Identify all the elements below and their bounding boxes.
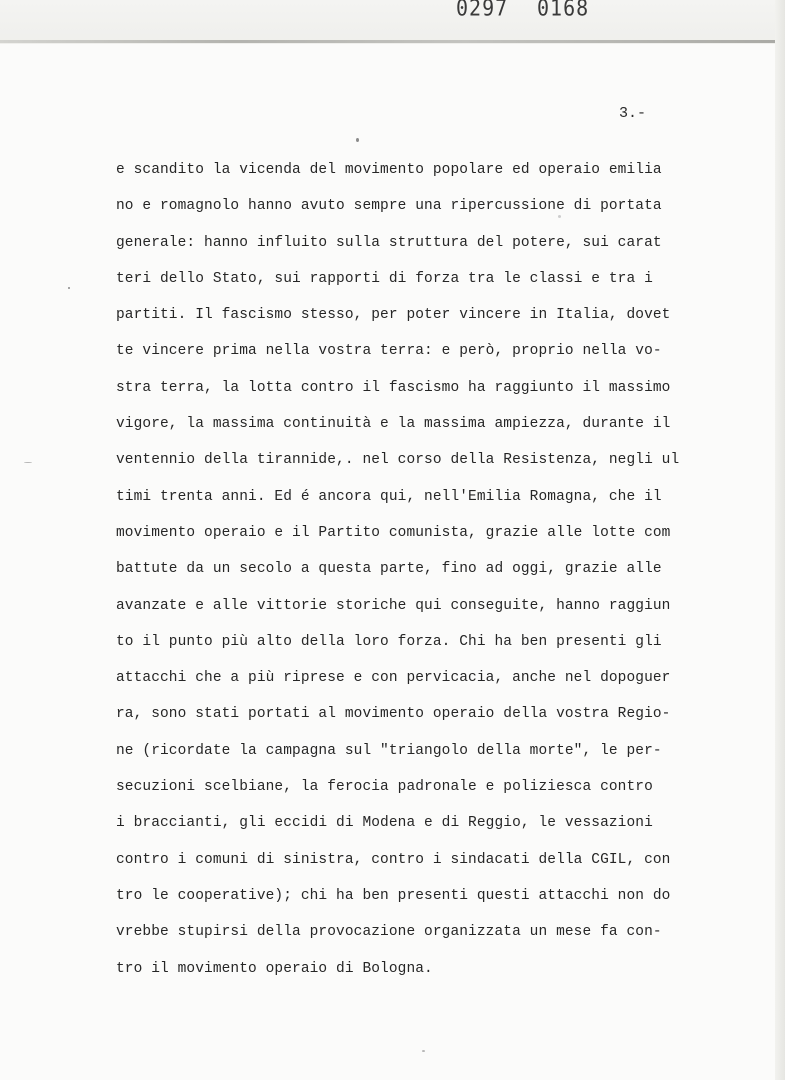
typewritten-body-text bbox=[116, 152, 736, 987]
text-line: battute da un secolo a questa parte, fino ad oggi, grazie alle bbox=[116, 561, 662, 578]
text-line: i braccianti, gli eccidi di Modena e di Reggio, le vessazioni bbox=[116, 815, 653, 832]
ink-speck bbox=[422, 1050, 425, 1052]
text-line: tro le cooperative); chi ha ben presenti questi attacchi non do bbox=[116, 887, 671, 904]
text-line: vrebbe stupirsi della provocazione organizzata un mese fa con- bbox=[116, 924, 662, 941]
text-line: tro il movimento operaio di Bologna. bbox=[116, 960, 433, 977]
text-line: ventennio della tirannide,. nel corso della Resistenza, negli ul bbox=[116, 452, 680, 469]
text-line: contro i comuni di sinistra, contro i sindacati della CGIL, con bbox=[116, 851, 671, 868]
text-line: generale: hanno influito sulla struttura del potere, sui carat bbox=[116, 234, 662, 251]
text-line: te vincere prima nella vostra terra: e però, proprio nella vo- bbox=[116, 343, 662, 360]
text-line: e scandito la vicenda del movimento popolare ed operaio emilia bbox=[116, 162, 662, 178]
text-line: movimento operaio e il Partito comunista, grazie alle lotte com bbox=[116, 524, 671, 541]
text-line: partiti. Il fascismo stesso, per poter vincere in Italia, dovet bbox=[116, 307, 671, 324]
paper-right-edge bbox=[775, 0, 785, 1080]
text-line: vigore, la massima continuità e la massima ampiezza, durante il bbox=[116, 416, 671, 433]
text-line: to il punto più alto della loro forza. Chi ha ben presenti gli bbox=[116, 633, 662, 650]
ink-speck bbox=[24, 462, 32, 463]
ink-speck bbox=[68, 287, 70, 289]
text-line: avanzate e alle vittorie storiche qui conseguite, hanno raggiun bbox=[116, 597, 671, 614]
text-line: ra, sono stati portati al movimento operaio della vostra Regio- bbox=[116, 706, 671, 723]
scan-top-strip bbox=[0, 0, 785, 44]
paper-top-edge bbox=[0, 40, 775, 43]
page-number: 3.- bbox=[619, 105, 647, 122]
text-line: teri dello Stato, sui rapporti di forza tra le classi e tra i bbox=[116, 270, 653, 287]
ink-speck bbox=[356, 138, 359, 142]
text-line: no e romagnolo hanno avuto sempre una ripercussione di portata bbox=[116, 198, 662, 215]
text-line: timi trenta anni. Ed é ancora qui, nell'Emilia Romagna, che il bbox=[116, 488, 662, 505]
text-line: stra terra, la lotta contro il fascismo ha raggiunto il massimo bbox=[116, 379, 671, 396]
archive-stamp-number-left: 0297 bbox=[456, 0, 509, 22]
text-line: secuzioni scelbiane, la ferocia padronale e poliziesca contro bbox=[116, 779, 653, 796]
text-line: attacchi che a più riprese e con pervicacia, anche nel dopoguer bbox=[116, 670, 671, 687]
archive-stamp-number-right: 0168 bbox=[537, 0, 590, 22]
text-line: ne (ricordate la campagna sul "triangolo della morte", le per- bbox=[116, 742, 662, 759]
